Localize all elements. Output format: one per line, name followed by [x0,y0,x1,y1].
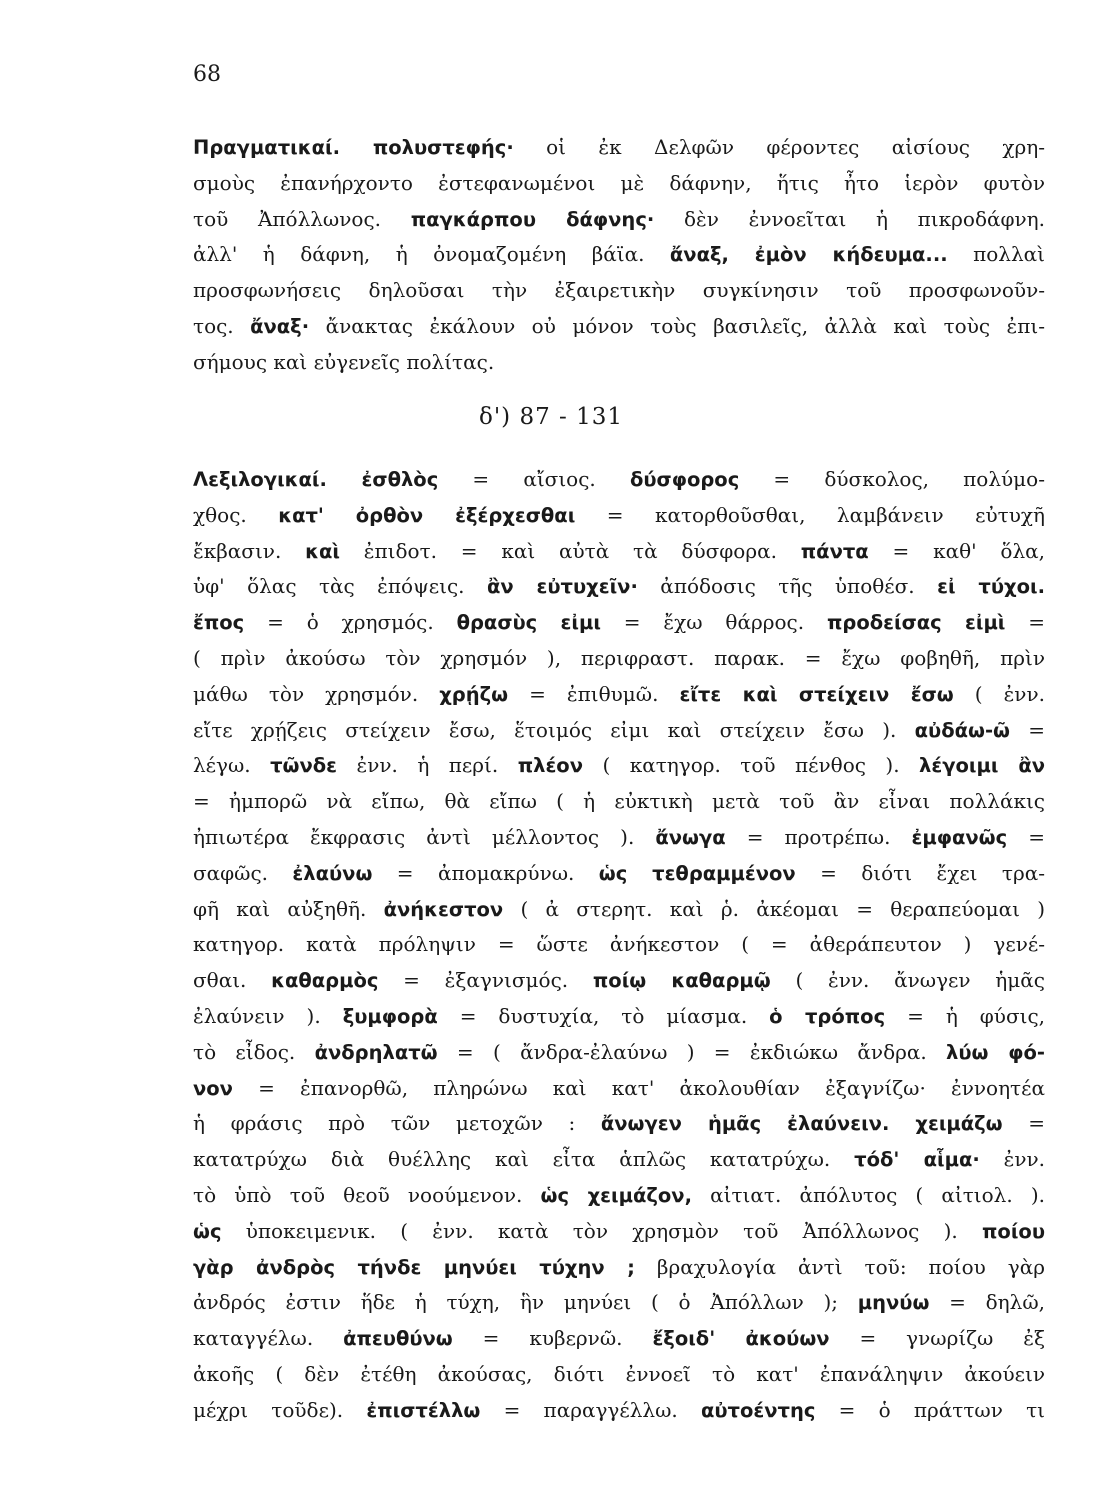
text-run: ( ἐνν. [953,681,1045,706]
text-line [193,1321,1045,1357]
text-run: ἐπιδοτ. = καὶ αὐτὰ τὰ δύσφορα. [339,538,801,563]
text-run: = παραγγέλλω. [480,1397,701,1422]
text-run: ἠπιωτέρα ἔκφρασις ἀντὶ μέλλοντος ). [193,824,656,849]
text-line [193,166,1045,202]
text-line [193,892,1045,928]
bold-term: τῶνδε [270,754,338,778]
text-run: ἐλαύνειν ). [193,1003,343,1028]
text-line [193,1106,1045,1142]
bold-term: ἀπευθύνω [343,1327,453,1351]
text-run: μέχρι τοῦδε). [193,1397,367,1422]
text-run: ὑποκειμενικ. ( ἐνν. κατὰ τὸν χρησμὸν τοῦ Ἀπόλλωνος ). [221,1218,982,1243]
bold-term: ἐπιστέλλω [366,1398,481,1422]
bold-term: πάντα [800,539,869,563]
section-heading: δ') 87 - 131 [478,404,623,430]
bold-term: ἄνωγα [655,825,726,849]
text-run: = ἐπανορθῶ, πληρώνω καὶ κατ' ἀκολουθίαν ἐξαγνίζω· ἐννοητέα [232,1075,1045,1100]
text-run: ἡ φράσις πρὸ τῶν μετοχῶν : [193,1111,601,1136]
text-run: = ἔχω θάρρος. [600,610,827,635]
bold-term: λέγοιμι ἂν [919,754,1046,778]
bold-term: ὡς τεθραμμένον [598,861,796,885]
bold-term: προδείσας εἰμὶ [826,611,1006,635]
bold-term: δύσφορος [629,468,740,491]
text-run: ἀκοῆς ( δὲν ἐτέθη ἀκούσας, διότι ἐννοεῖ τὸ κατ' ἐπανάληψιν ἀκούειν [193,1361,1045,1386]
text-run: δὲν ἐννοεῖται ἡ πικροδάφνη. [654,206,1045,231]
text-run: = [1002,1111,1046,1136]
text-run: = ἡ φύσις, [885,1003,1045,1028]
text-line [193,309,1045,345]
text-line [193,1035,1045,1071]
text-line [193,498,1045,534]
bold-term: ἐλαύνω [292,861,373,885]
bold-term: Λεξιλογικαί. ἐσθλὸς [193,468,439,491]
bold-term: γὰρ ἀνδρὸς τήνδε μηνύει τύχην ; [193,1255,635,1279]
bold-term: παγκάρπου δάφνης· [410,207,655,231]
text-run: τὸ εἶδος. [193,1039,315,1064]
text-run: = ( ἄνδρα-ἐλαύνω ) = ἐκδιώκω ἄνδρα. [437,1039,947,1064]
text-run: ( κατηγορ. τοῦ πένθος ). [583,753,920,778]
bold-term: μηνύω [857,1291,930,1315]
text-run: ( ἐνν. ἄνωγεν ἡμᾶς [770,968,1045,993]
text-run: = γνωρίζω ἐξ [829,1326,1046,1351]
text-line [193,856,1045,892]
bold-term: ποίου [982,1219,1045,1243]
text-run: πολλαὶ [947,242,1045,267]
text-line [193,237,1045,273]
text-run: τοῦ Ἀπόλλωνος. [193,206,411,231]
text-run: ἔκβασιν. [193,538,306,563]
text-line [193,1393,1045,1429]
text-line [193,713,1045,749]
text-run: ἀπόδοσις τῆς ὑποθέσ. [637,574,938,599]
text-run: = [1005,610,1046,635]
text-run: = κατορθοῦσθαι, λαμβάνειν εὐτυχῆ [575,502,1045,527]
text-run: = διότι ἔχει τρα- [795,860,1045,885]
text-run: χθος. [193,502,279,527]
text-run: = ἀπομακρύνω. [372,860,599,885]
bold-term: ὁ τρόπος [769,1004,886,1028]
text-run: = ἠμπορῶ νὰ εἴπω, θὰ εἴπω ( ἡ εὐκτικὴ μετὰ τοῦ ἂν εἶναι πολλάκις [193,789,1045,814]
text-run: ὑφ' ὅλας τὰς ἐπόψεις. [193,574,487,599]
bold-term: καθαρμὸς [271,969,379,993]
text-line [193,605,1045,641]
bold-term: αὐτοέντης [700,1398,816,1422]
text-run: = δύσκολος, πολύμο- [739,467,1045,491]
text-run: σθαι. [193,968,272,993]
text-line [193,202,1045,238]
text-run: σαφῶς. [193,860,293,885]
text-run: κατατρύχω διὰ θυέλλης καὶ εἶτα ἁπλῶς κατατρύχω. [193,1147,855,1172]
text-line [193,1214,1045,1250]
text-run: σμοὺς ἐπανήρχοντο ἐστεφανωμένοι μὲ δάφνην, ἥτις ἦτο ἱερὸν φυτὸν [193,170,1045,195]
section-pragmatikai [193,130,1045,381]
text-run: = ὁ χρησμός. [244,610,457,635]
text-line [193,927,1045,963]
text-run: οἱ ἐκ Δελφῶν φέροντες αἰσίους χρη- [513,135,1045,159]
text-run: φῆ καὶ αὐξηθῆ. [193,896,384,921]
bold-term: θρασὺς εἰμι [456,611,601,635]
text-line [193,641,1045,677]
text-run: ἐνν. [979,1147,1045,1172]
text-line [193,569,1045,605]
text-line [193,1071,1045,1107]
text-line [193,784,1045,820]
text-run: = προτρέπω. [725,824,912,849]
text-run: λέγω. [193,753,271,778]
text-line [193,677,1045,713]
text-run: τὸ ὑπὸ τοῦ θεοῦ νοούμενον. [193,1182,541,1207]
text-line [193,963,1045,999]
bold-term: ἀνδρηλατῶ [314,1040,438,1064]
bold-term: ἄναξ· [250,314,310,338]
text-run: = δυστυχία, τὸ μίασμα. [437,1003,770,1028]
bold-term: ὡς χειμάζον, [540,1183,692,1207]
bold-term: ὡς [193,1219,222,1243]
text-run: = κυβερνῶ. [452,1326,653,1351]
bold-term: ἐμφανῶς [911,825,1008,849]
bold-term: αὐδάω-ῶ [914,718,1010,742]
text-run: ( πρὶν ἀκούσω τὸν χρησμόν ), περιφραστ. παρακ. = ἔχω φοβηθῆ, πρὶν [193,645,1045,670]
bold-term: ἂν εὐτυχεῖν· [486,575,638,599]
text-run: = [1010,717,1045,742]
bold-term: τόδ' αἷμα· [854,1148,980,1172]
text-line [193,534,1045,570]
text-line [193,273,1045,309]
text-line [193,820,1045,856]
text-run: = δηλῶ, [929,1290,1045,1315]
text-run: τος. [193,313,251,338]
text-run: = αἴσιος. [438,467,630,491]
text-line [193,345,1045,381]
bold-term: εἴτε καὶ στείχειν ἔσω [679,682,954,706]
text-run: ἀνδρός ἐστιν ἥδε ἡ τύχη, ἣν μηνύει ( ὁ Ἀπόλλων ); [193,1290,858,1315]
bold-term: ξυμφορὰ [342,1004,438,1028]
bold-term: λύω φό- [946,1040,1045,1064]
text-line [193,462,1045,498]
text-run: = καθ' ὅλα, [868,538,1045,563]
text-line [193,1285,1045,1321]
text-run: καταγγέλω. [193,1326,344,1351]
text-run: = ἐξαγνισμός. [378,968,593,993]
text-run: ἀλλ' ἡ δάφνη, ἡ ὀνομαζομένη βάϊα. [193,242,670,267]
text-run: εἴτε χρῄζεις στείχειν ἔσω, ἕτοιμός εἰμι καὶ στείχειν ἔσω ). [193,717,915,742]
text-line [193,1357,1045,1393]
section-lexilogikai [193,462,1045,1429]
bold-term: ἄναξ, ἐμὸν κήδευμα... [669,243,948,267]
text-line [193,1250,1045,1286]
bold-term: Πραγματικαί. πολυστεφής· [193,136,514,159]
text-run: ἄνακτας ἐκάλουν οὐ μόνον τοὺς βασιλεῖς, ἀλλὰ καὶ τοὺς ἐπι- [309,313,1045,338]
text-run: αἰτιατ. ἀπόλυτος ( αἰτιολ. ). [691,1182,1046,1207]
text-run: κατηγορ. κατὰ πρόληψιν = ὥστε ἀνήκεστον ( = ἀθεράπευτον ) γενέ- [193,932,1045,957]
text-run: = ἐπιθυμῶ. [508,681,680,706]
bold-term: ἀνήκεστον [383,897,504,921]
page-number: 68 [193,62,221,87]
text-run: μάθω τὸν χρησμόν. [193,681,440,706]
bold-term: κατ' ὀρθὸν ἐξέρχεσθαι [278,503,576,527]
text-run: σήμους καὶ εὐγενεῖς πολίτας. [193,349,495,374]
text-run: = [1007,824,1045,849]
bold-term: ἔπος [193,611,245,635]
bold-term: πλέον [517,754,583,778]
text-run: ( ἀ στερητ. καὶ ῥ. ἀκέομαι = θεραπεύομαι ) [503,896,1045,921]
bold-term: εἰ τύχοι. [937,575,1046,599]
text-run: ἐνν. ἡ περί. [337,753,518,778]
bold-term: καὶ [305,539,340,563]
bold-term: νον [193,1076,233,1100]
bold-term: ποίῳ καθαρμῷ [592,969,771,993]
text-line [193,1142,1045,1178]
text-line [193,130,1045,166]
bold-term: ἄνωγεν ἡμᾶς ἐλαύνειν. χειμάζω [600,1112,1003,1136]
bold-term: ἔξοιδ' ἀκούων [652,1327,830,1351]
bold-term: χρῄζω [439,682,509,706]
text-line [193,1178,1045,1214]
text-line [193,999,1045,1035]
text-run: προσφωνήσεις δηλοῦσαι τὴν ἐξαιρετικὴν συγκίνησιν τοῦ προσφωνοῦν- [193,278,1045,303]
text-line [193,748,1045,784]
text-run: βραχυλογία ἀντὶ τοῦ: ποίου γὰρ [634,1254,1045,1279]
text-run: = ὁ πράττων τι [815,1397,1046,1422]
